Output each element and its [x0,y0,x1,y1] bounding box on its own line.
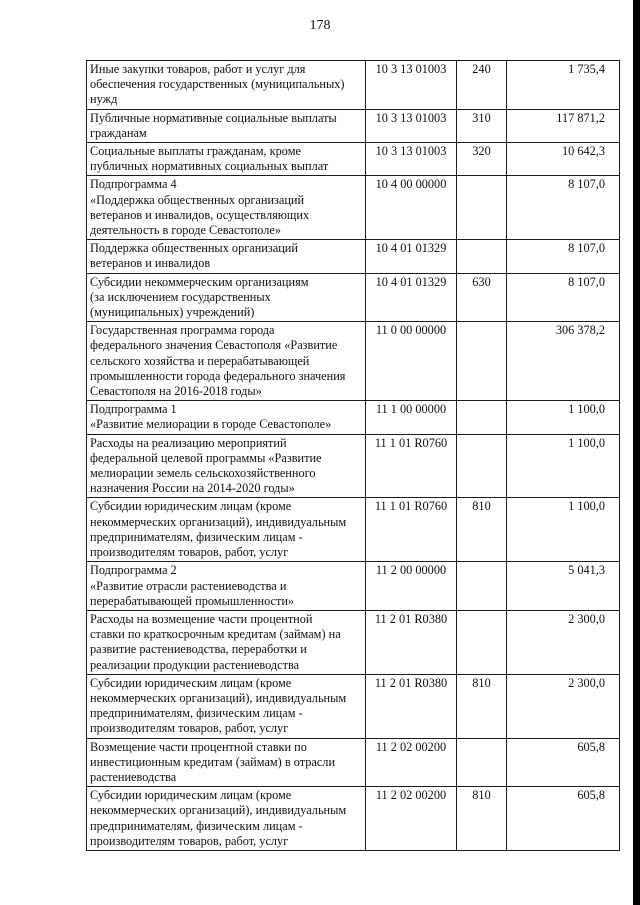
expense-name-line: деятельность в городе Севастополе» [90,223,282,238]
expense-name-cell [87,562,366,611]
expense-name-line: производителям товаров, работ, услуг [90,721,289,736]
expense-name-line: мелиорации земель сельскохозяйственного [90,466,316,481]
target-article-code-cell: 10 4 01 01329 [366,240,457,273]
expense-name-line: федеральной целевой программы «Развитие [90,450,322,465]
expense-name-line: (за исключением государственных [90,289,271,304]
expense-name-cell [87,61,366,110]
target-article-code-cell: 11 0 00 00000 [366,322,457,401]
expense-name-line: предпринимателям, физическим лицам - [90,529,303,544]
expense-name-cell [87,787,366,851]
budget-table-body [87,61,620,851]
target-article-code-cell: 10 3 13 01003 [366,61,457,110]
expense-name-line: производителям товаров, работ, услуг [90,545,289,560]
expense-name-cell [87,498,366,562]
expense-type-cell [457,176,507,240]
expense-type-cell: 810 [457,674,507,738]
expense-name-line: Севастополя на 2016-2018 годы» [90,384,262,399]
expense-name-line: предпринимателям, физическим лицам - [90,706,303,721]
expense-name-line: промышленности города федерального значения [90,368,346,383]
table-row [87,738,620,787]
target-article-code-cell: 11 2 01 R0380 [366,610,457,674]
expense-name-line: (муниципальных) учреждений) [90,305,255,320]
expense-name-line: нужд [90,92,118,107]
expense-name-line: Государственная программа города [90,323,275,338]
scan-edge-shadow [633,0,640,905]
amount-cell: 605,8 [507,787,620,851]
expense-name-line: развитие растениеводства, переработки и [90,642,307,657]
expense-name-line: производителям товаров, работ, услуг [90,833,289,848]
expense-type-cell [457,562,507,611]
table-row [87,240,620,273]
expense-type-cell: 320 [457,143,507,176]
table-row [87,434,620,498]
table-row [87,562,620,611]
expense-name-line: федерального значения Севастополя «Развитие [90,338,338,353]
expense-type-cell [457,434,507,498]
target-article-code-cell: 11 1 01 R0760 [366,498,457,562]
target-article-code-cell: 10 3 13 01003 [366,143,457,176]
expense-type-cell: 810 [457,787,507,851]
expense-name-cell [87,273,366,322]
expense-name-line: «Развитие мелиорации в городе Севастополе» [90,417,332,432]
expense-name-line: ветеранов и инвалидов [90,256,211,271]
expense-name-line: Иные закупки товаров, работ и услуг для [90,62,306,76]
expense-type-cell: 810 [457,498,507,562]
expense-type-cell: 310 [457,109,507,142]
expense-type-cell: 630 [457,273,507,322]
expense-name-line: некоммерческих организаций), индивидуальным [90,514,347,529]
table-row [87,674,620,738]
amount-cell: 306 378,2 [507,322,620,401]
expense-name-line: «Развитие отрасли растениеводства и [90,578,287,593]
expense-name-line: Расходы на возмещение части процентной [90,611,313,626]
expense-name-line: Поддержка общественных организаций [90,241,298,256]
expense-type-cell [457,401,507,434]
expense-name-line: «Поддержка общественных организаций [90,192,305,207]
target-article-code-cell: 11 2 00 00000 [366,562,457,611]
expense-name-line: Субсидии некоммерческим организациям [90,274,309,289]
expense-name-line: инвестиционным кредитам (займам) в отрасли [90,754,336,769]
amount-cell: 1 100,0 [507,498,620,562]
expense-type-cell [457,610,507,674]
expense-name-cell [87,240,366,273]
expense-name-line: обеспечения государственных (муниципальных) [90,77,345,92]
expense-name-line: некоммерческих организаций), индивидуальным [90,690,347,705]
expense-name-line: Расходы на реализацию мероприятий [90,435,287,450]
amount-cell: 8 107,0 [507,240,620,273]
table-row [87,109,620,142]
target-article-code-cell: 11 2 02 00200 [366,738,457,787]
expense-name-line: Публичные нормативные социальные выплаты [90,110,337,125]
expense-name-cell [87,610,366,674]
expense-name-line: предпринимателям, физическим лицам - [90,818,303,833]
target-article-code-cell: 11 2 02 00200 [366,787,457,851]
target-article-code-cell: 10 3 13 01003 [366,109,457,142]
expense-name-line: Возмещение части процентной ставки по [90,739,307,754]
table-row [87,143,620,176]
amount-cell: 2 300,0 [507,674,620,738]
expense-name-cell [87,401,366,434]
target-article-code-cell: 11 1 00 00000 [366,401,457,434]
target-article-code-cell: 11 2 01 R0380 [366,674,457,738]
expense-name-line: реализации продукции растениеводства [90,657,300,672]
expense-name-line: Подпрограмма 4 [90,177,177,192]
expense-name-line: перерабатывающей промышленности» [90,593,295,608]
target-article-code-cell: 10 4 01 01329 [366,273,457,322]
expense-name-cell [87,176,366,240]
expense-name-line: ветеранов и инвалидов, осуществляющих [90,207,310,222]
expense-name-cell [87,109,366,142]
budget-table [86,60,620,851]
amount-cell: 2 300,0 [507,610,620,674]
expense-name-line: публичных нормативных социальных выплат [90,159,329,174]
expense-name-cell [87,738,366,787]
page-number: 178 [309,18,331,33]
expense-type-cell: 240 [457,61,507,110]
table-row [87,401,620,434]
table-row [87,273,620,322]
amount-cell: 1 100,0 [507,434,620,498]
amount-cell: 8 107,0 [507,273,620,322]
table-row [87,176,620,240]
table-row [87,498,620,562]
table-row [87,322,620,401]
expense-name-cell [87,674,366,738]
expense-name-line: Субсидии юридическим лицам (кроме [90,675,292,690]
expense-name-line: растениеводства [90,769,177,784]
expense-name-line: гражданам [90,125,147,140]
amount-cell: 605,8 [507,738,620,787]
amount-cell: 1 100,0 [507,401,620,434]
expense-name-cell [87,143,366,176]
amount-cell: 8 107,0 [507,176,620,240]
amount-cell: 10 642,3 [507,143,620,176]
expense-name-line: назначения России на 2014-2020 годы» [90,481,295,496]
expense-name-line: Подпрограмма 1 [90,402,177,417]
expense-name-line: Субсидии юридическим лицам (кроме [90,788,292,803]
expense-name-line: сельского хозяйства и перерабатывающей [90,353,310,368]
expense-name-line: ставки по краткосрочным кредитам (займам) на [90,627,341,642]
amount-cell: 5 041,3 [507,562,620,611]
target-article-code-cell: 10 4 00 00000 [366,176,457,240]
expense-name-cell [87,322,366,401]
expense-type-cell [457,322,507,401]
table-row [87,787,620,851]
table-row [87,610,620,674]
expense-name-line: Социальные выплаты гражданам, кроме [90,144,301,159]
expense-name-line: некоммерческих организаций), индивидуальным [90,803,347,818]
expense-type-cell [457,738,507,787]
expense-name-line: Подпрограмма 2 [90,563,177,578]
expense-name-cell [87,434,366,498]
expense-type-cell [457,240,507,273]
amount-cell: 117 871,2 [507,109,620,142]
target-article-code-cell: 11 1 01 R0760 [366,434,457,498]
amount-cell: 1 735,4 [507,61,620,110]
expense-name-line: Субсидии юридическим лицам (кроме [90,499,292,514]
table-row [87,61,620,110]
